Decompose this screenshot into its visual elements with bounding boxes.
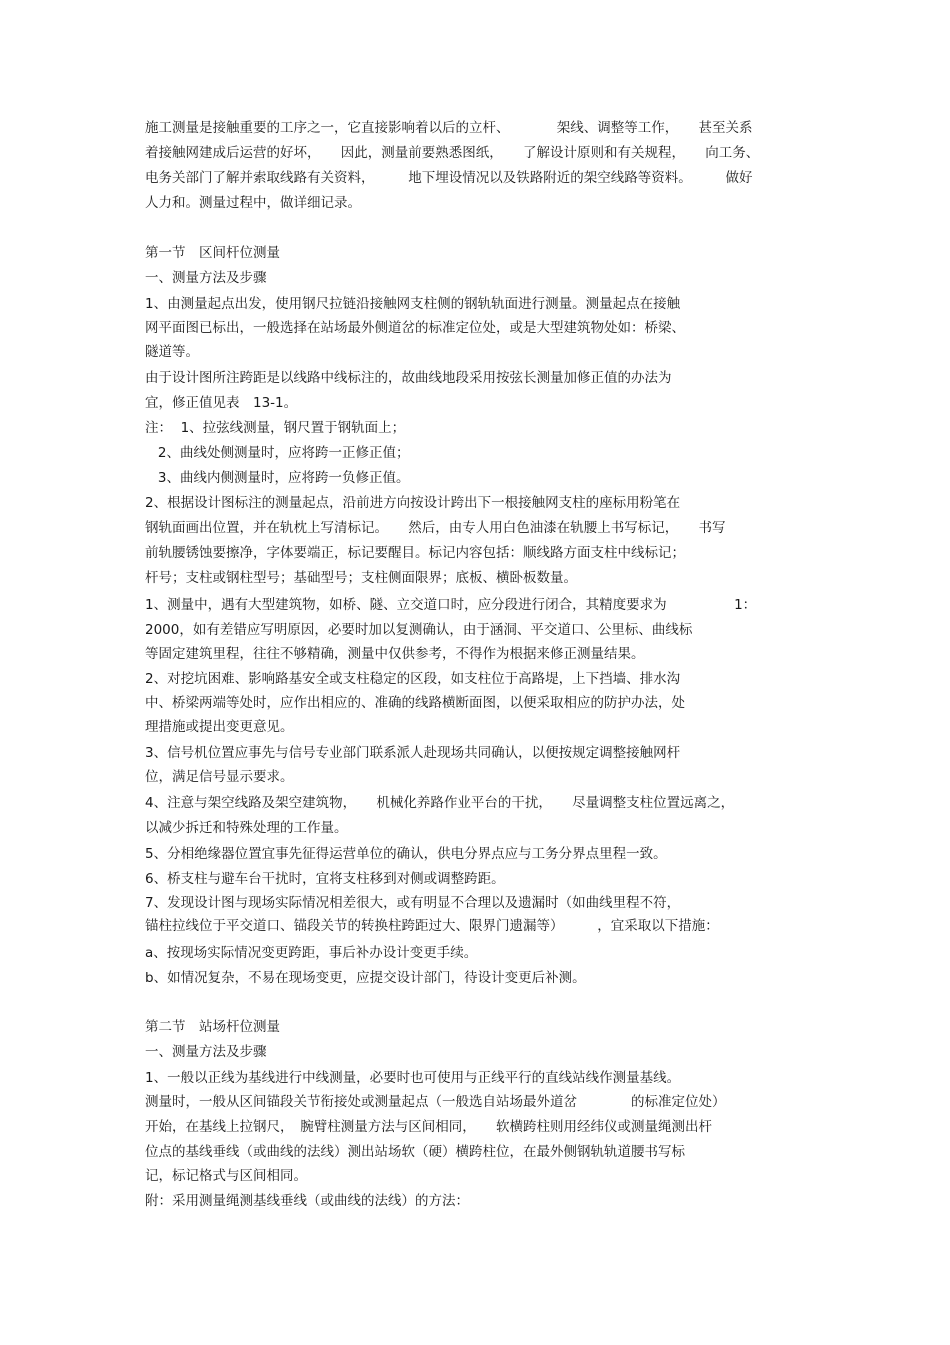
note-line: 2、曲线处侧测量时，应将跨一正修正值； — [145, 445, 410, 461]
body-line: 宜，修正值见表 13-1。 — [145, 395, 298, 411]
body-line: 1、测量中，遇有大型建筑物，如桥、隧、立交道口时，应分段进行闭合，其精度要求为 1： — [145, 597, 757, 613]
body-line: 位，满足信号显示要求。 — [145, 769, 294, 785]
body-line: 由于设计图所注跨距是以线路中线标注的，故曲线地段采用按弦长测量加修正值的办法为 — [145, 370, 672, 386]
body-line: 开始，在基线上拉钢尺， 腕臂柱测量方法与区间相同， 软横跨柱则用经纬仪或测量绳测出杆 — [145, 1119, 712, 1135]
body-line: 6、桥支柱与避车台干扰时，宜将支柱移到对侧或调整跨距。 — [145, 871, 505, 887]
body-line: 附：采用测量绳测基线垂线（或曲线的法线）的方法： — [145, 1193, 469, 1209]
body-line: 前轨腰锈蚀要擦净，字体要端正，标记要醒目。标记内容包括：顺线路方面支柱中线标记； — [145, 545, 685, 561]
body-line: 网平面图已标出，一般选择在站场最外侧道岔的标准定位处，或是大型建筑物处如：桥梁、 — [145, 320, 685, 336]
body-line: a、按现场实际情况变更跨距，事后补办设计变更手续。 — [145, 945, 478, 961]
intro-line: 着接触网建成后运营的好坏， 因此，测量前要熟悉图纸， 了解设计原则和有关规程， 向工务、 — [145, 145, 760, 161]
section-subtitle: 一、测量方法及步骤 — [145, 270, 267, 286]
body-line: 5、分相绝缘器位置宜事先征得运营单位的确认，供电分界点应与工务分界点里程一致。 — [145, 846, 667, 862]
body-line: 位点的基线垂线（或曲线的法线）测出站场软（硬）横跨柱位，在最外侧钢轨轨道腰书写标 — [145, 1144, 685, 1160]
body-line: 2、根据设计图标注的测量起点，沿前进方向按设计跨出下一根接触网支柱的座标用粉笔在 — [145, 495, 681, 511]
body-line: 锚柱拉线位于平交道口、锚段关节的转换柱跨距过大、限界门遗漏等） ，宜采取以下措施： — [145, 918, 719, 934]
body-line: 4、注意与架空线路及架空建筑物， 机械化养路作业平台的干扰， 尽量调整支柱位置远离之， — [145, 795, 735, 811]
body-line: 1、由测量起点出发，使用钢尺拉链沿接触网支柱侧的钢轨轨面进行测量。测量起点在接触 — [145, 296, 681, 312]
body-line: 2、对挖坑困难、影响路基安全或支柱稳定的区段，如支柱位于高路堤，上下挡墙、排水沟 — [145, 671, 681, 687]
note-line: 3、曲线内侧测量时，应将跨一负修正值。 — [145, 470, 410, 486]
body-line: 2000，如有差错应写明原因，必要时加以复测确认，由于涵洞、平交道口、公里标、曲线标 — [145, 622, 693, 638]
body-line: 等固定建筑里程，往往不够精确，测量中仅供参考，不得作为根据来修正测量结果。 — [145, 646, 645, 662]
note-line: 注： 1、拉弦线测量，钢尺置于钢轨面上； — [145, 420, 406, 436]
body-line: 中、桥梁两端等处时，应作出相应的、准确的线路横断面图，以便采取相应的防护办法，处 — [145, 695, 685, 711]
intro-line: 施工测量是接触重要的工序之一，它直接影响着以后的立杆、 架线、调整等工作， 甚至关系 — [145, 120, 753, 136]
body-line: b、如情况复杂，不易在现场变更，应提交设计部门，待设计变更后补测。 — [145, 970, 586, 986]
body-line: 隧道等。 — [145, 344, 199, 360]
body-line: 3、信号机位置应事先与信号专业部门联系派人赴现场共同确认，以便按规定调整接触网杆 — [145, 745, 681, 761]
section-title: 第一节 区间杆位测量 — [145, 245, 280, 261]
body-line: 钢轨面画出位置，并在轨枕上写清标记。 然后，由专人用白色油漆在轨腰上书写标记， 书写 — [145, 520, 726, 536]
body-line: 理措施或提出变更意见。 — [145, 719, 294, 735]
intro-line: 电务关部门了解并索取线路有关资料， 地下埋设情况以及铁路附近的架空线路等资料。 做好 — [145, 170, 753, 186]
body-line: 7、发现设计图与现场实际情况相差很大，或有明显不合理以及遗漏时（如曲线里程不符， — [145, 895, 681, 911]
body-line: 记，标记格式与区间相同。 — [145, 1168, 307, 1184]
intro-line: 人力和。测量过程中，做详细记录。 — [145, 195, 361, 211]
body-line: 杆号；支柱或钢柱型号；基础型号；支柱侧面限界；底板、横卧板数量。 — [145, 570, 577, 586]
body-line: 1、一般以正线为基线进行中线测量，必要时也可使用与正线平行的直线站线作测量基线。 — [145, 1070, 681, 1086]
body-line: 测量时，一般从区间锚段关节衔接处或测量起点（一般选自站场最外道岔 的标准定位处） — [145, 1094, 726, 1110]
body-line: 以减少拆迁和特殊处理的工作量。 — [145, 820, 348, 836]
section-subtitle: 一、测量方法及步骤 — [145, 1044, 267, 1060]
section-title: 第二节 站场杆位测量 — [145, 1019, 280, 1035]
